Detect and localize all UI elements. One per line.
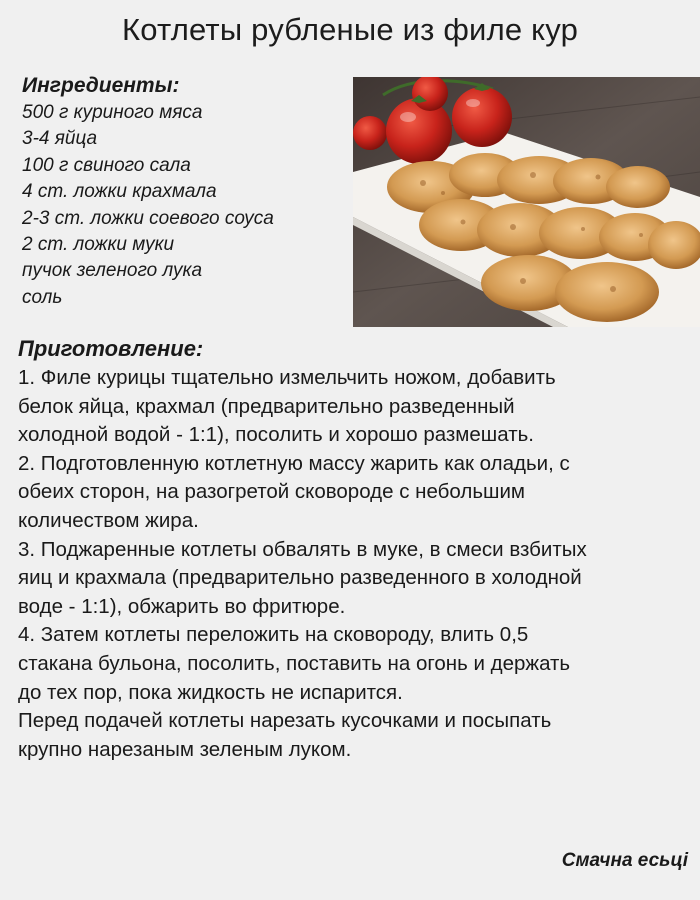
preparation-line: 1. Филе курицы тщательно измельчить ножом, добавить <box>18 366 556 389</box>
ingredient-item: 2-3 ст. ложки соевого соуса <box>22 207 274 229</box>
preparation-line: Перед подачей котлеты нарезать кусочками и посыпать <box>18 709 552 733</box>
page-title: Котлеты рубленые из филе кур <box>121 12 579 47</box>
preparation-line: крупно нарезаным зеленым луком. <box>18 737 352 761</box>
preparation-line: количеством жира. <box>18 508 199 532</box>
ingredients-section <box>22 72 352 311</box>
preparation-line: яиц и крахмала (предварительно разведенного в холодной <box>18 566 582 590</box>
cutlets-photo <box>353 77 700 327</box>
ingredient-item: 500 г куриного мяса <box>22 102 203 123</box>
ingredients-heading: Ингредиенты: <box>22 74 180 97</box>
ingredient-item: 100 г свиного сала <box>22 154 191 176</box>
ingredient-item: 4 ст. ложки крахмала <box>22 181 217 203</box>
preparation-heading: Приготовление: <box>18 336 204 361</box>
preparation-line: стакана бульона, посолить, поставить на огонь и держать <box>18 651 571 675</box>
preparation-line: воде - 1:1), обжарить во фритюре. <box>18 594 346 618</box>
preparation-line: 2. Подготовленную котлетную массу жарить как оладьи, с <box>18 451 570 475</box>
preparation-line: до тех пор, пока жидкость не испарится. <box>18 680 403 704</box>
cutlets-photo-illustration <box>353 77 700 327</box>
signature: Смачна есьці <box>561 850 688 871</box>
preparation-line: обеих сторон, на разогретой сковороде с небольшим <box>18 480 525 504</box>
preparation-text <box>18 364 698 764</box>
ingredient-item: пучок зеленого лука <box>22 260 203 282</box>
preparation-line: 4. Затем котлеты переложить на сковороду, влить 0,5 <box>18 623 529 647</box>
preparation-line: 3. Поджаренные котлеты обвалять в муке, в смеси взбитых <box>18 537 587 561</box>
ingredient-item: соль <box>22 286 63 308</box>
ingredients-list <box>22 100 352 311</box>
preparation-line: белок яйца, крахмал (предварительно разведенный <box>18 394 515 418</box>
preparation-section <box>18 334 698 764</box>
preparation-line: холодной водой - 1:1), посолить и хорошо размешать. <box>18 423 534 447</box>
ingredient-item: 3-4 яйца <box>22 128 98 150</box>
ingredient-item: 2 ст. ложки муки <box>22 234 175 256</box>
